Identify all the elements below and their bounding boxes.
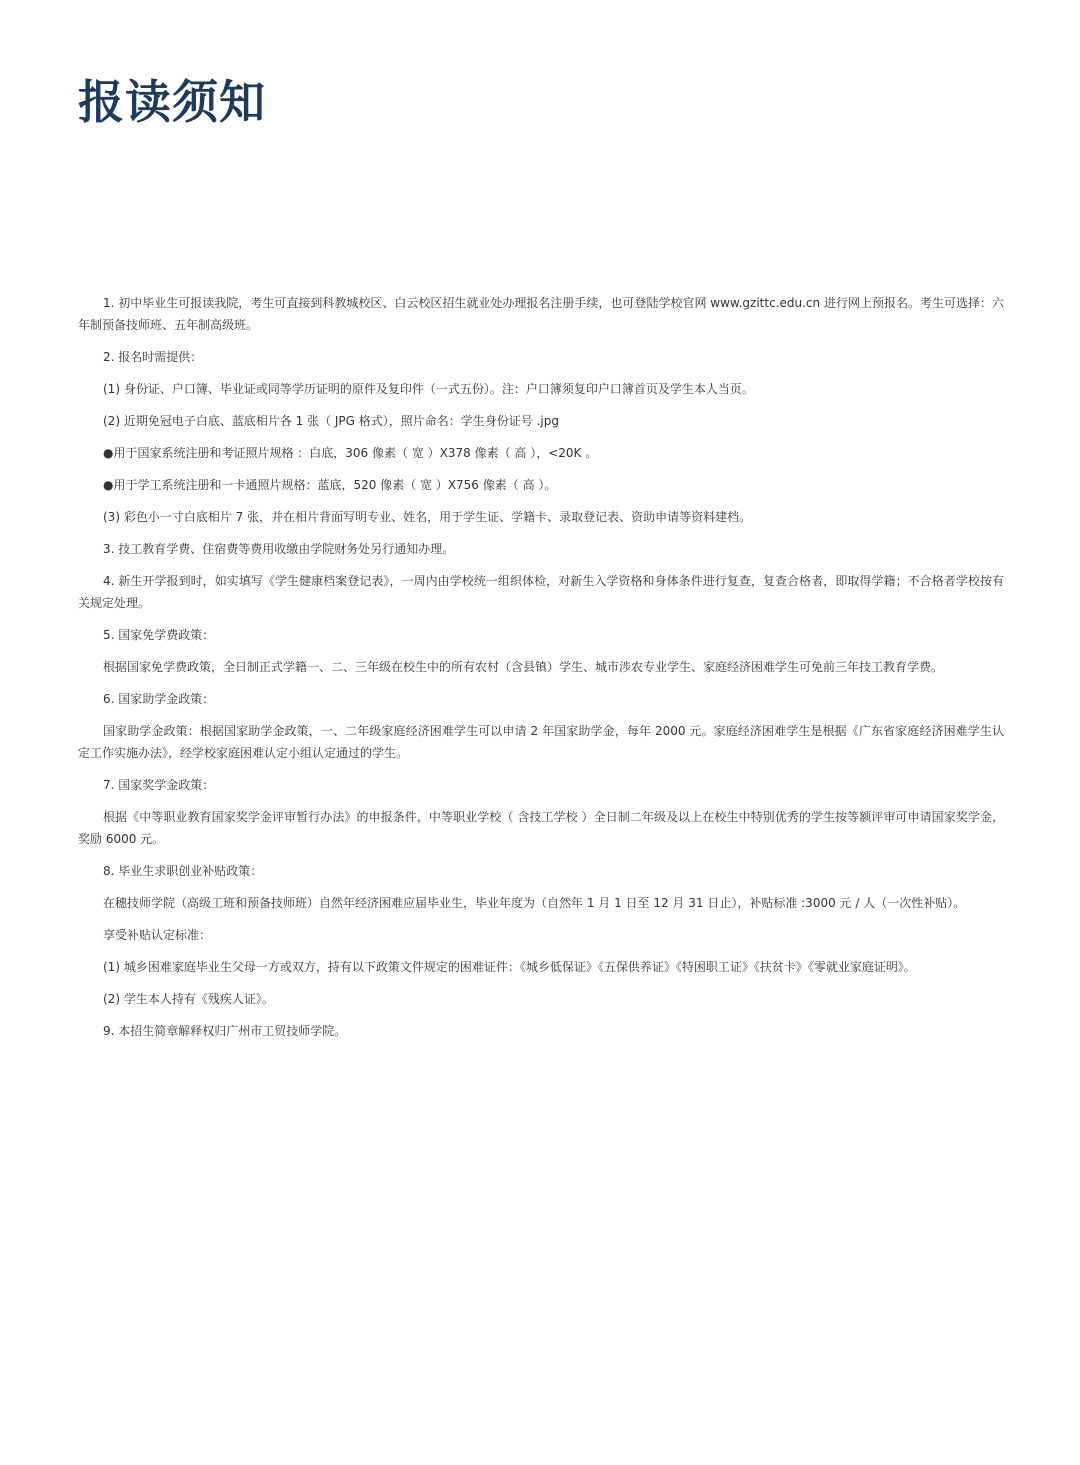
page-title: 报读须知 [78,75,266,129]
paragraph-16: 8. 毕业生求职创业补贴政策： [103,864,263,878]
paragraph-6: ●用于学工系统注册和一卡通照片规格：蓝底，520 像素（ 宽 ）X756 像素（ 高 ）。 [103,478,557,492]
paragraph-10: 5. 国家免学费政策： [103,628,215,642]
paragraph-9: 4. 新生开学报到时，如实填写《学生健康档案登记表》，一周内由学校统一组织体检，对新生入学资格和身体条件进行复查，复查合格者，即取得学籍；不合格者学校按有关规定处理。 [78,574,1004,610]
paragraph-15: 根据《中等职业教育国家奖学金评审暂行办法》的申报条件，中等职业学校（ 含技工学校 ）全日制二年级及以上在校生中特别优秀的学生按等额评审可申请国家奖学金，奖励 6000 元。 [78,810,1004,846]
paragraph-5: ●用于国家系统注册和考证照片规格 ：白底，306 像素（ 宽 ）X378 像素（ 高 ），<20K 。 [103,446,598,460]
paragraph-20: (2) 学生本人持有《残疾人证》。 [103,992,274,1006]
paragraph-4: (2) 近期免冠电子白底、蓝底相片各 1 张（ JPG 格式），照片命名：学生身份证号 .jpg [103,414,559,428]
paragraph-11: 根据国家免学费政策，全日制正式学籍一、二、三年级在校生中的所有农村（含县镇）学生、城市涉农专业学生、家庭经济困难学生可免前三年技工教育学费。 [103,660,944,674]
paragraph-2: 2. 报名时需提供： [103,350,203,364]
paragraph-8: 3. 技工教育学费、住宿费等费用收缴由学院财务处另行通知办理。 [103,542,455,556]
paragraph-14: 7. 国家奖学金政策： [103,778,215,792]
notice-content [78,292,1004,1052]
paragraph-19: (1) 城乡困难家庭毕业生父母一方或双方，持有以下政策文件规定的困难证件：《城乡低保证》《五保供养证》《特困职工证》《扶贫卡》《零就业家庭证明》。 [103,960,916,974]
paragraph-12: 6. 国家助学金政策： [103,692,215,706]
paragraph-7: (3) 彩色小一寸白底相片 7 张，并在相片背面写明专业、姓名，用于学生证、学籍卡、录取登记表、资助申请等资料建档。 [103,510,752,524]
paragraph-13: 国家助学金政策：根据国家助学金政策，一、二年级家庭经济困难学生可以申请 2 年国家助学金，每年 2000 元。家庭经济困难学生是根据《广东省家庭经济困难学生认定工作实施办法》，经学校家庭困难认定小组认定通过的学生。 [78,724,1004,760]
paragraph-3: (1) 身份证、户口簿、毕业证或同等学历证明的原件及复印件（一式五份）。注：户口簿须复印户口簿首页及学生本人当页。 [103,382,754,396]
paragraph-21: 9. 本招生简章解释权归广州市工贸技师学院。 [103,1024,347,1038]
paragraph-18: 享受补贴认定标准： [103,928,212,942]
paragraph-17: 在穗技师学院（高级工班和预备技师班）自然年经济困难应届毕业生，毕业年度为（自然年 1 月 1 日至 12 月 31 日止），补贴标准 :3000 元 / 人（一次性补贴）。 [103,896,966,910]
paragraph-1: 1. 初中毕业生可报读我院，考生可直接到科教城校区、白云校区招生就业处办理报名注册手续，也可登陆学校官网 www.gzittc.edu.cn 进行网上预报名。考生可选择：六年制预备技师班、五年制高级班。 [78,296,1004,332]
